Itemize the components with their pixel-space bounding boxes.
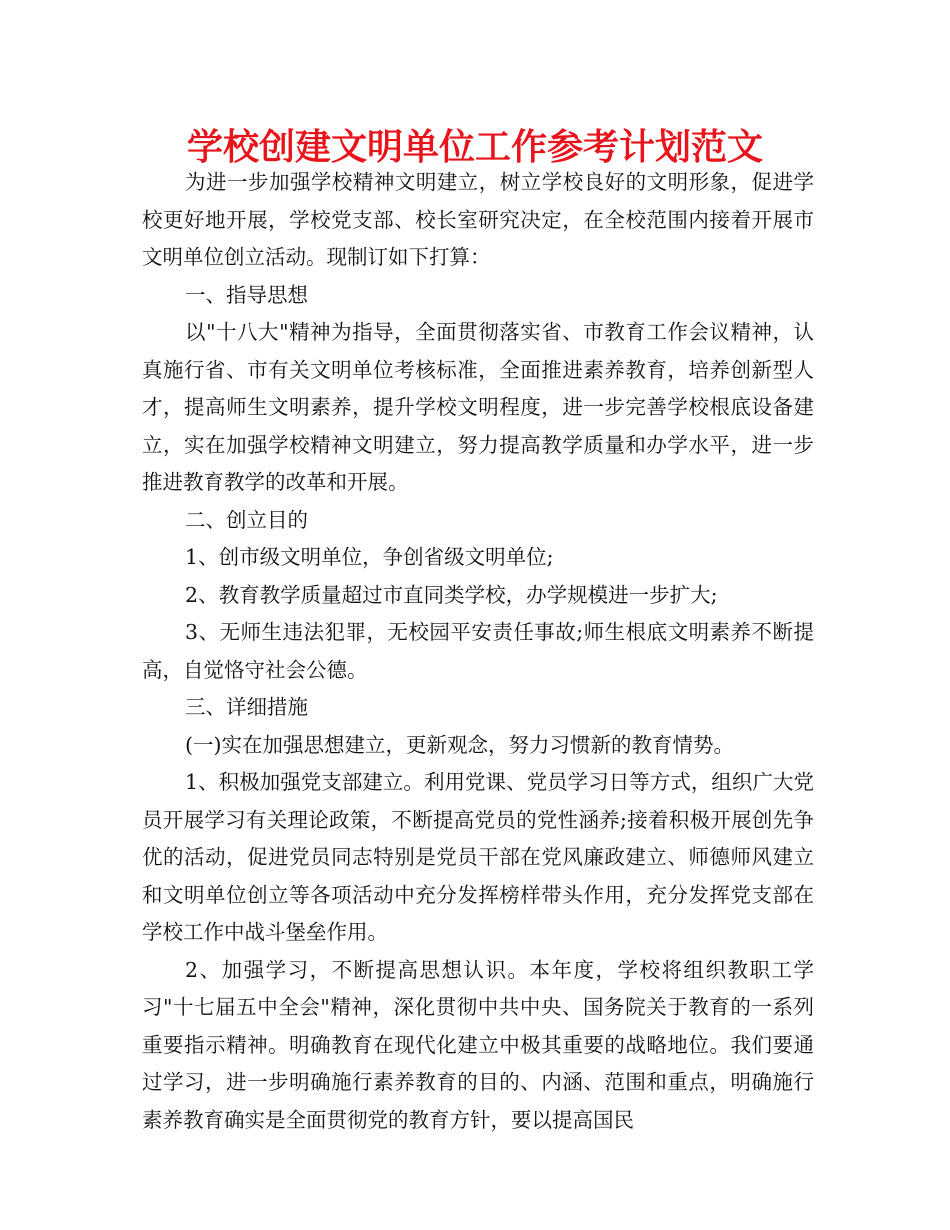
list-item-goal-2: 2、教育教学质量超过市直同类学校，办学规模进一步扩大;	[185, 582, 718, 607]
list-item-goal-1: 1、创市级文明单位，争创省级文明单位;	[185, 545, 554, 569]
subheading-measure-1: (一)实在加强思想建立，更新观念，努力习惯新的教育情势。	[185, 732, 735, 757]
paragraph-guiding-thought: 以"十八大"精神为指导，全面贯彻落实省、市教育工作会议精神，认真施行省、市有关文明单位考核标准，全面推进素养教育，培养创新型人才，提高师生文明素养，提升学校文明程度，进一步完善学校根底设备建立，实在加强学校精神文明建立，努力提高教学质量和办学水平，进一步推进教育教学的改革和开展。	[142, 320, 814, 494]
document-body	[142, 164, 814, 1139]
document-title: 学校创建文明单位工作参考计划范文	[186, 127, 763, 168]
section-heading-measures: 三、详细措施	[185, 695, 309, 719]
paragraph-measure-1-1: 1、积极加强党支部建立。利用党课、党员学习日等方式，组织广大党员开展学习有关理论政策，不断提高党员的党性涵养;接着积极开展创先争优的活动，促进党员同志特别是党员干部在党风廉政建立、师德师风建立和文明单位创立等各项活动中充分发挥榜样带头作用，充分发挥党支部在学校工作中战斗堡垒作用。	[142, 770, 814, 944]
section-heading-goals: 二、创立目的	[185, 507, 309, 532]
section-heading-guiding-thought: 一、指导思想	[185, 282, 309, 307]
list-item-goal-3: 3、无师生违法犯罪，无校园平安责任事故;师生根底文明素养不断提高，自觉恪守社会公德。	[142, 620, 814, 682]
paragraph-measure-1-2: 2、加强学习，不断提高思想认识。本年度，学校将组织教职工学习"十七届五中全会"精神，深化贯彻中共中央、国务院关于教育的一系列重要指示精神。明确教育在现代化建立中极其重要的战略地位。我们要通过学习，进一步明确施行素养教育的目的、内涵、范围和重点，明确施行素养教育确实是全面贯彻党的教育方针，要以提高国民	[142, 957, 814, 1132]
paragraph-intro: 为进一步加强学校精神文明建立，树立学校良好的文明形象，促进学校更好地开展，学校党支部、校长室研究决定，在全校范围内接着开展市文明单位创立活动。现制订如下打算：	[142, 170, 814, 269]
